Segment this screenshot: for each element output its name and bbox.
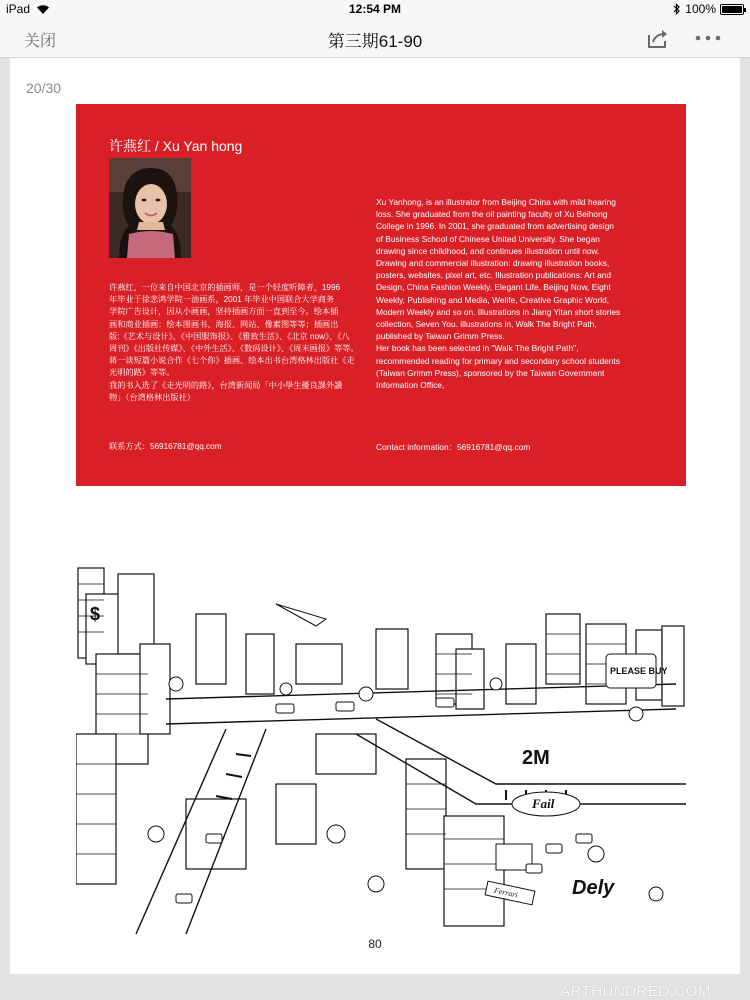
bio-line: posters, websites, pixel art, etc. Illustration publications: Art and <box>376 270 612 281</box>
bio-line: College in 1996. In 2001, she graduated from advertising design <box>376 221 614 232</box>
nav-bar <box>0 18 750 58</box>
bluetooth-icon <box>673 3 681 15</box>
bio-english <box>376 196 654 391</box>
bio-line: recommended reading for primary and secondary school students <box>376 355 620 366</box>
sign-ferrari: Ferrari <box>493 885 519 900</box>
device-name: iPad <box>6 2 31 16</box>
bio-line: loss. She graduated from the oil painting faculty of Xu Beihong <box>376 209 608 220</box>
bio-line: drawing since childhood, and continues illustration until now. <box>376 245 600 256</box>
more-icon[interactable] <box>694 26 722 50</box>
artist-name: 许燕红 / Xu Yan hong <box>109 138 243 154</box>
bio-line: 我的书入选了《走光明的路》，台湾新闻局「中小學生優良課外讀 <box>109 380 343 390</box>
bio-line: Weekly, Publishing and Media, Welife, Creative Graphic World, <box>376 294 610 305</box>
bio-line: 画和商业插画：绘本图画书、海报、网站、像素图等等；插画出 <box>109 319 339 329</box>
contact-english: Contact information：56916781@qq.com <box>376 442 531 452</box>
bio-line: 学院广告设计，因从小画画，坚持插画方面一直到至今。绘本插 <box>109 307 339 317</box>
contact-chinese: 联系方式：56916781@qq.com <box>109 442 222 451</box>
bio-line: Drawing and commercial illustration: drawing illustration books, <box>376 258 610 269</box>
sign-dollar: $ <box>90 604 101 624</box>
bio-line: 许燕红，一位来自中国北京的插画师，是一个轻度听障者，1996 <box>109 283 341 292</box>
watermark: ARTHUNDRED.COM <box>560 983 711 1000</box>
bio-line: Modern Weekly and so on. Illustrations in Jiang Yitan short stories <box>376 306 621 317</box>
bio-line: Her book has been selected in "Walk The Bright Path", <box>376 343 579 354</box>
battery-percent: 100% <box>685 2 716 16</box>
bio-line: published by Taiwan Grimm Press. <box>376 331 505 342</box>
bio-line: Xu Yanhong, is an illustrator from Beijing China with mild hearing <box>376 197 616 207</box>
city-illustration <box>76 534 686 934</box>
bio-line: collection, Seven You. illustrations in, Walk The Bright Path, <box>376 319 597 330</box>
sign-please-buy: PLEASE BUY <box>610 666 668 676</box>
bio-line: 周刊》《出版社传媒》、《中外生活》、《数码设计》、《周末画报》等等。 <box>109 344 359 354</box>
bio-line: (Taiwan Grimm Press), sponsored by the Taiwan Government <box>376 367 605 378</box>
close-button[interactable]: 关闭 <box>24 33 57 50</box>
document-page[interactable] <box>10 58 740 974</box>
status-time: 12:54 PM <box>348 2 402 16</box>
bio-line: 光明的路》等等。 <box>109 368 175 378</box>
sign-fail: Fail <box>532 796 555 811</box>
battery-icon <box>720 4 744 15</box>
share-icon[interactable] <box>646 26 670 50</box>
bio-line: 版:《艺术与设计》、《中国服饰报》、《雅致生活》、《北京 now》、《八 <box>109 331 350 341</box>
artist-photo <box>109 158 191 258</box>
page-counter: 20/30 <box>26 80 62 96</box>
sign-dely: Dely <box>572 877 615 899</box>
bio-line: 蒋一谈短篇小说合作《七个你》插画、绘本出书台湾格林出版社《走 <box>109 356 355 366</box>
bio-line: of Business School of Chinese United University. She began <box>376 233 600 244</box>
bio-line: Information Office, <box>376 380 445 391</box>
bio-line: 物」（台湾格林出版社） <box>109 392 195 402</box>
page-number: 80 <box>368 937 382 951</box>
nav-title: 第三期61-90 <box>327 32 423 51</box>
bio-line: Design, China Fashion Weekly, Elegant Life, Beijing Now, Eight <box>376 282 611 293</box>
artist-panel <box>76 104 686 486</box>
bio-line: 年毕业于徐悲鸿学院一油画系，2001 年毕业中国联合大学商务 <box>109 295 335 305</box>
status-bar <box>0 0 750 18</box>
bio-chinese <box>109 282 361 404</box>
sign-2m: 2M <box>522 747 550 769</box>
